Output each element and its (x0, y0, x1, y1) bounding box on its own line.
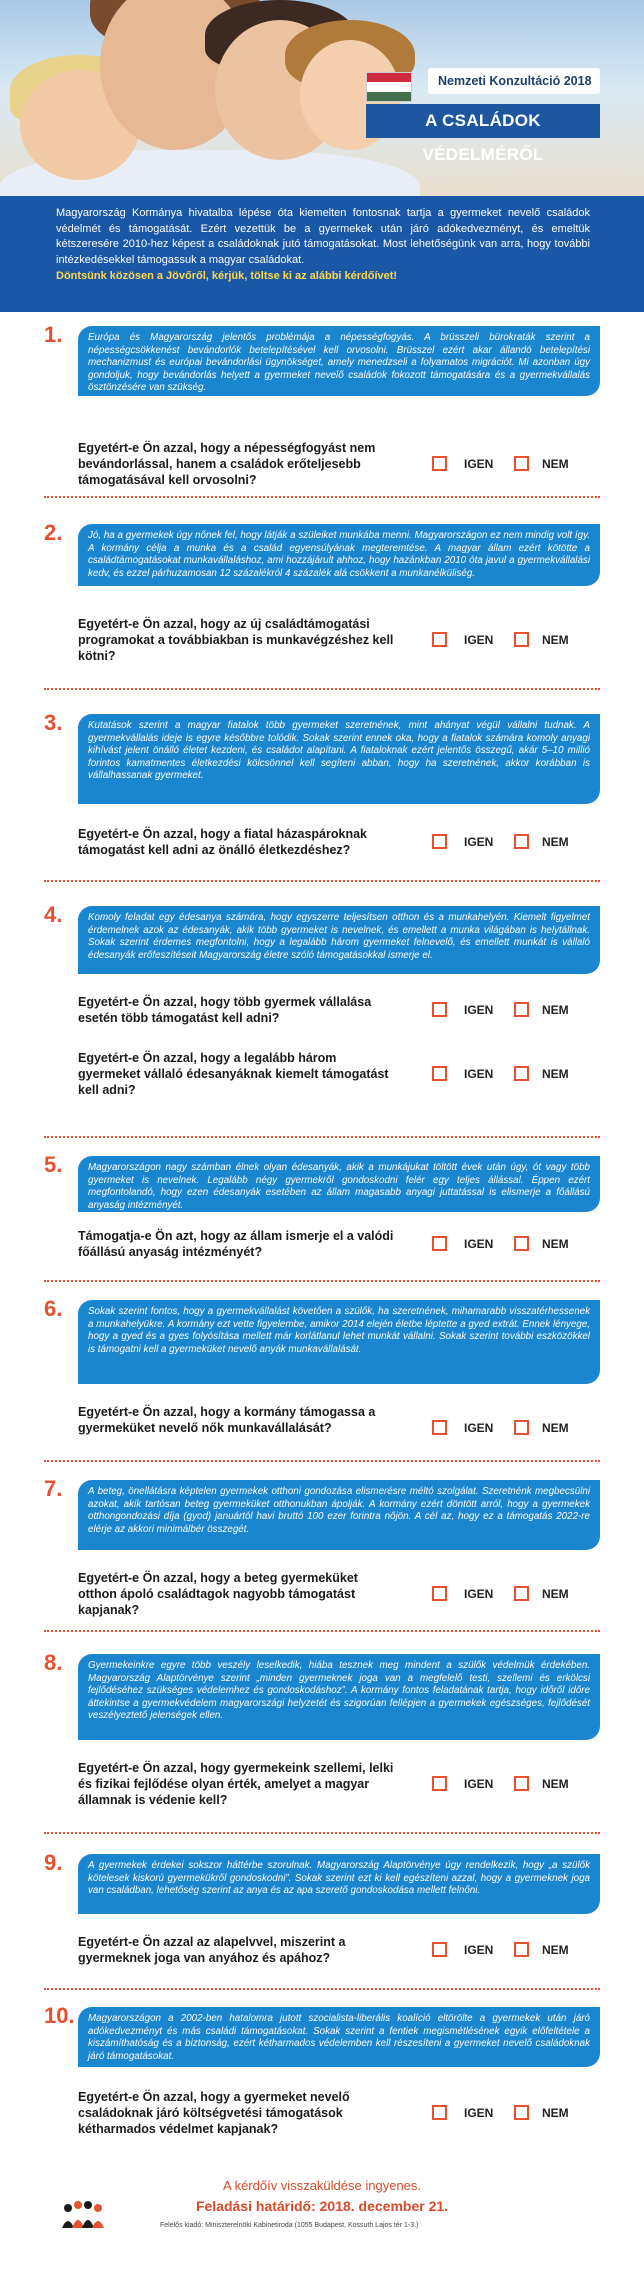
igen-label: IGEN (464, 2106, 494, 2120)
question-prompt: Egyetért-e Ön azzal, hogy gyermekeink szellemi, lelki és fizikai fejlődése olyan érték, amelyet a magyar államnak is védenie kell? (78, 1761, 394, 1807)
igen-checkbox[interactable] (432, 1942, 447, 1957)
igen-label: IGEN (464, 457, 494, 471)
nem-checkbox[interactable] (514, 834, 529, 849)
answer-options (432, 834, 569, 850)
nem-checkbox[interactable] (514, 1236, 529, 1251)
question-prompt: Egyetért-e Ön azzal, hogy a beteg gyermeküket otthon ápoló családtagok nagyobb támogatást kapjanak? (78, 1571, 358, 1617)
nem-label: NEM (542, 835, 569, 849)
question-prompt: Egyetért-e Ön azzal az alapelvvel, miszerint a gyermeknek joga van anyához és apához? (78, 1935, 346, 1965)
igen-checkbox[interactable] (432, 1586, 447, 1601)
igen-label: IGEN (464, 1067, 494, 1081)
answer-options (432, 1236, 569, 1252)
question-10 (44, 2003, 600, 2203)
igen-checkbox[interactable] (432, 1420, 447, 1435)
nem-checkbox[interactable] (514, 1420, 529, 1435)
question-4 (44, 902, 600, 1102)
nem-checkbox[interactable] (514, 456, 529, 471)
dotted-divider (44, 1988, 600, 1990)
nem-label: NEM (542, 1421, 569, 1435)
question-8 (44, 1650, 600, 1850)
dotted-divider (44, 1460, 600, 1462)
answer-options (432, 1420, 569, 1436)
nem-label: NEM (542, 1237, 569, 1251)
nem-label: NEM (542, 457, 569, 471)
question-number: 7. (44, 1476, 63, 1501)
nem-label: NEM (542, 2106, 569, 2120)
intro-panel (0, 196, 644, 312)
nem-checkbox[interactable] (514, 1586, 529, 1601)
igen-label: IGEN (464, 1003, 494, 1017)
question-context: Kutatások szerint a magyar fiatalok több gyermeket szeretnének, mint ahányat végül vállalni tudnak. A gyermekvállalás ideje is egyre későbbre tolódik. Sokak szerint ennek oka, hogy a fiatalok számára komoly anyagi kihívást jelent önálló életet kezdeni, és családot alapítani. A fiataloknak ezért jelentős összegű, akár 5–10 millió forintos kamatmentes életkezdési kölcsönnel kell segíteni abban, hogy ha szeretnének, akkor korábban is vállalhassanak gyermeket. (78, 714, 600, 804)
nem-label: NEM (542, 633, 569, 647)
nem-checkbox[interactable] (514, 1066, 529, 1081)
question-number: 1. (44, 322, 63, 347)
question-1 (44, 322, 600, 522)
nem-checkbox[interactable] (514, 2105, 529, 2120)
question-prompt: Egyetért-e Ön azzal, hogy több gyermek vállalása esetén több támogatást kell adni? (78, 995, 372, 1025)
question-2 (44, 520, 600, 720)
consultation-badge (366, 68, 600, 164)
igen-label: IGEN (464, 1943, 494, 1957)
question-number: 5. (44, 1152, 63, 1177)
nem-checkbox[interactable] (514, 1776, 529, 1791)
hungarian-flag-icon (366, 72, 412, 102)
dotted-divider (44, 1136, 600, 1138)
dotted-divider (44, 688, 600, 690)
question-prompt: Egyetért-e Ön azzal, hogy a kormány támogassa a gyermeküket nevelő nők munkavállalását? (78, 1405, 376, 1435)
question-6 (44, 1296, 600, 1496)
question-prompt: Egyetért-e Ön azzal, hogy a gyermeket nevelő családoknak járó költségvetési támogatások kétharmados védelmet kapjanak? (78, 2090, 350, 2136)
dotted-divider (44, 1280, 600, 1282)
nem-label: NEM (542, 1943, 569, 1957)
answer-options (432, 456, 569, 472)
question-number: 9. (44, 1850, 63, 1875)
question-number: 8. (44, 1650, 63, 1675)
igen-label: IGEN (464, 1237, 494, 1251)
question-prompt: Egyetért-e Ön azzal, hogy az új családtámogatási programokat a továbbiakban is munkavégzéshez kell kötni? (78, 617, 394, 663)
question-context: Magyarországon a 2002-ben hatalomra jutott szocialista-liberális koalíció eltörölte a gyermekek után járó adókedvezményt és más családi támogatásokat. Sokak szerint a fentiek megismétlésének egyik előfeltétele a kiszámíthatóság és a biztonság, ezért kétharmados védelemben kell részesíteni a gyermeket nevelő családoknak járó támogatásokat. (78, 2007, 600, 2067)
question-number: 2. (44, 520, 63, 545)
badge-subtitle: Nemzeti Konzultáció 2018 (428, 68, 600, 94)
question-prompt: Egyetért-e Ön azzal, hogy a fiatal házaspároknak támogatást kell adni az önálló életkezdéshez? (78, 827, 367, 857)
answer-options (432, 2105, 569, 2121)
answer-options (432, 1586, 569, 1602)
nem-checkbox[interactable] (514, 1942, 529, 1957)
free-return-note: A kérdőív visszaküldése ingyenes. (223, 2178, 421, 2193)
question-number: 6. (44, 1296, 63, 1321)
answer-options (432, 1942, 569, 1958)
igen-checkbox[interactable] (432, 1066, 447, 1081)
question-context: Sokak szerint fontos, hogy a gyermekvállalást követően a szülők, ha szeretnének, mihamarabb visszatérhessenek a munkahelyükre. A kormány ezt vette figyelembe, amikor 2014 elején életbe léptette a gyed extrát. Ennek lényege, hogy a gyed és a gyes folyósítása mellett már korlátlanul lehet munkát vállalni. Sokak szerint további eszközökkel is támogatni kell a gyermeküket nevelő anyák munkavállalását. (78, 1300, 600, 1384)
dotted-divider (44, 1630, 600, 1632)
nem-checkbox[interactable] (514, 632, 529, 647)
dotted-divider (44, 1832, 600, 1834)
igen-checkbox[interactable] (432, 1776, 447, 1791)
igen-label: IGEN (464, 1777, 494, 1791)
answer-options (432, 1776, 569, 1792)
dotted-divider (44, 496, 600, 498)
nem-label: NEM (542, 1067, 569, 1081)
answer-options (432, 1066, 569, 1082)
igen-label: IGEN (464, 1421, 494, 1435)
question-prompt: Egyetért-e Ön azzal, hogy a legalább három gyermeket vállaló édesanyáknak kiemelt támogatást kell adni? (78, 1051, 389, 1097)
igen-checkbox[interactable] (432, 1002, 447, 1017)
nem-checkbox[interactable] (514, 1002, 529, 1017)
igen-label: IGEN (464, 835, 494, 849)
nem-label: NEM (542, 1777, 569, 1791)
igen-checkbox[interactable] (432, 1236, 447, 1251)
question-context: Gyermekeinkre egyre több veszély leselkedik, hiába tesznek meg mindent a szülők védelmük érdekében. Magyarország Alaptörvénye szerint „minden gyermeknek joga van a megfelelő testi, szellemi és erkölcsi fejlődéséhez szükséges védelemhez és gondoskodáshoz”. A kormány fontos feladatának tartja, hogy időről időre áttekintse a gyermekvédelem magyarországi helyzetét és szigorúan fellépjen a gyermekek egészséges, fejlődését veszélyeztető jelenségek ellen. (78, 1654, 600, 1740)
question-context: Komoly feladat egy édesanya számára, hogy egyszerre teljesítsen otthon és a munkahelyén. Kiemelt figyelmet érdemelnek azok az édesanyák, akik több gyermeket is nevelnek, és emellett a munka világában is helytállnak. Sokak szerint érdemes megfontolni, hogy a legalább három gyermeket felnevelő, és emellett munkát is vállaló édesanyák erőfeszítéseit Magyarország életre szóló támogatásokkal ismerje el. (78, 906, 600, 974)
question-7 (44, 1476, 600, 1676)
intro-text: Magyarország Kormánya hivatalba lépése óta kiemelten fontosnak tartja a gyermeket nevelő családok védelmét és támogatását. Ezért vezettük be a gyermekek után járó adókedvezményt, és emeltük kétszeresére 2010-hez képest a családoknak jutó támogatásokat. Most lehetőségünk van arra, hogy további intézkedésekkel támogassuk a magyar családokat. (56, 207, 590, 266)
igen-checkbox[interactable] (432, 834, 447, 849)
question-context: A gyermekek érdekei sokszor háttérbe szorulnak. Magyarország Alaptörvénye úgy rendelkezik, hogy „a szülők kötelesek kiskorú gyermekükről gondoskodni”. Sokak szerint ezt ki kell egészíteni azzal, hogy a gyermeknek joga van családban, lehetőség szerint az anya és az apa szerető gondoskodása mellett felnőni. (78, 1854, 600, 1914)
question-number: 10. (44, 2003, 75, 2028)
answer-options (432, 632, 569, 648)
answer-options (432, 1002, 569, 1018)
nem-label: NEM (542, 1003, 569, 1017)
page-title: A CSALÁDOK VÉDELMÉRŐL (366, 104, 600, 138)
intro-cta: Döntsünk közösen a Jövőről, kérjük, töltse ki az alábbi kérdőívet! (56, 270, 398, 282)
question-context: A beteg, önellátásra képtelen gyermekek otthoni gondozása elismerésre méltó szolgálat. Szeretnénk megbecsülni azokat, akik tartósan beteg gyermeküket otthonukban ápolják. A kormány ezért döntött arról, hogy a gyermekek otthongondozási díja (gyod) januártól havi bruttó 100 ezer forintra nőjön. A cél az, hogy ez a támogatás 2022-re elérje az akkori minimálbér összegét. (78, 1480, 600, 1550)
deadline: Feladási határidő: 2018. december 21. (195, 2198, 449, 2214)
igen-label: IGEN (464, 1587, 494, 1601)
question-context: Európa és Magyarország jelentős problémája a népességfogyás. A brüsszeli bürokraták szerint a népességcsökkenést bevándorlók betelepítésével kell orvosolni. Brüsszel ezért akar állandó betelepítési mechanizmust és európai bevándorlási ügynökséget, amely menedzseli a folyamatos migrációt. Mi azonban úgy gondoljuk, hogy bevándorlás helyett a gyermeket nevelő családok fokozott támogatására és a gyermekvállalás ösztönzésére van szükség. (78, 326, 600, 396)
question-context: Magyarországon nagy számban élnek olyan édesanyák, akik a munkájukat töltött évek után úgy, ót vagy több gyermeket is nevelnek. Legalább négy gyermekről gondoskodni felér egy teljes állással. Éppen ezért megfontolandó, hogy ezen édesanyák esetében az állam magasabb anyagi juttatással is elismerje a főállású anyaság intézményét. (78, 1156, 600, 1212)
question-context: Jó, ha a gyermekek úgy nőnek fel, hogy látják a szüleiket munkába menni. Magyarországon ez nem mindig volt így. A kormány célja a munka és a család egyensúlyának megteremtése. A magyar állam ezért kötötte a családtámogatásokat munkavállaláshoz, ami hozzájárult ahhoz, hogy hazánkban 2010 óta javul a gyermekvállalási kedv, és ezzel párhuzamosan 12 százalékról 4 százalék alá csökkent a munkanélküliség. (78, 524, 600, 586)
igen-label: IGEN (464, 633, 494, 647)
question-number: 3. (44, 710, 63, 735)
question-prompt: Egyetért-e Ön azzal, hogy a népességfogyást nem bevándorlással, hanem a családok erőteljesebb támogatásával kell orvosolni? (78, 441, 376, 487)
dotted-divider (44, 880, 600, 882)
igen-checkbox[interactable] (432, 2105, 447, 2120)
question-prompt: Támogatja-e Ön azt, hogy az állam ismerje el a valódi főállású anyaság intézményét? (78, 1229, 394, 1259)
igen-checkbox[interactable] (432, 632, 447, 647)
igen-checkbox[interactable] (432, 456, 447, 471)
imprint: Felelős kiadó: Miniszterelnöki Kabinetiroda (1055 Budapest, Kossuth Lajos tér 1-3.) (160, 2222, 419, 2229)
nem-label: NEM (542, 1587, 569, 1601)
question-number: 4. (44, 902, 63, 927)
hero-photo (0, 0, 644, 196)
